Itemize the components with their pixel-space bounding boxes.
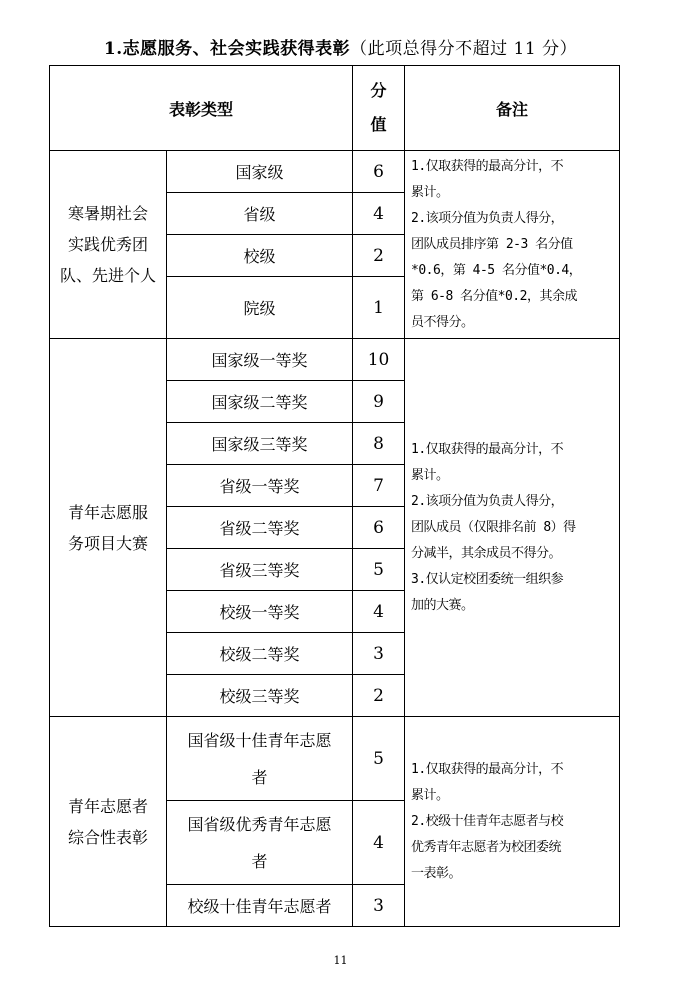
score-cell: 4 xyxy=(353,591,405,633)
remark-line: 累计。 xyxy=(411,467,449,483)
score-cell: 2 xyxy=(353,235,405,277)
score-cell: 5 xyxy=(353,549,405,591)
score-cell: 2 xyxy=(353,675,405,717)
category-line: 实践优秀团 xyxy=(67,235,148,254)
remark-line: 2.校级十佳青年志愿者与校 xyxy=(411,813,564,829)
table-row xyxy=(50,339,620,381)
award-cell: 校级三等奖 xyxy=(167,675,353,717)
remark-line: 2.该项分值为负责人得分， xyxy=(411,210,564,226)
category-cell xyxy=(50,717,167,927)
category-line: 青年志愿者 xyxy=(67,796,148,816)
award-cell xyxy=(167,801,353,885)
remark-line: 员不得分。 xyxy=(411,314,474,330)
section-title-main: 1.志愿服务、社会实践获得表彰 xyxy=(103,39,351,59)
award-cell: 国家级三等奖 xyxy=(167,423,353,465)
page-number: 11 xyxy=(333,954,348,967)
header-remark: 备注 xyxy=(405,66,620,151)
score-cell: 6 xyxy=(353,151,405,193)
remark-line: 团队成员（仅限排名前 8）得 xyxy=(411,519,576,535)
score-cell: 5 xyxy=(353,717,405,801)
category-line: 务项目大赛 xyxy=(67,533,148,553)
header-type: 表彰类型 xyxy=(50,66,353,151)
remark-line: *0.6，第 4-5 名分值*0.4， xyxy=(411,262,582,278)
header-score-line2: 值 xyxy=(370,115,387,134)
remark-line: 1.仅取获得的最高分计，不 xyxy=(411,761,564,777)
score-cell: 1 xyxy=(353,277,405,339)
award-cell: 省级 xyxy=(167,193,353,235)
award-line: 者 xyxy=(251,767,268,787)
score-cell: 7 xyxy=(353,465,405,507)
table-row xyxy=(50,151,620,193)
category-line: 寒暑期社会 xyxy=(67,204,148,223)
remark-line: 第 6-8 名分值*0.2，其余成 xyxy=(411,288,577,304)
award-cell xyxy=(167,717,353,801)
remark-line: 3.仅认定校团委统一组织参 xyxy=(411,571,564,587)
score-cell: 10 xyxy=(353,339,405,381)
remark-line: 1.仅取获得的最高分计，不 xyxy=(411,158,564,174)
remark-line: 2.该项分值为负责人得分， xyxy=(411,493,564,509)
category-cell xyxy=(50,151,167,339)
remark-line: 1.仅取获得的最高分计，不 xyxy=(411,441,564,457)
award-cell: 校级十佳青年志愿者 xyxy=(167,885,353,927)
score-cell: 6 xyxy=(353,507,405,549)
remark-line: 累计。 xyxy=(411,184,449,200)
remark-line: 加的大赛。 xyxy=(411,597,474,613)
remark-line: 一表彰。 xyxy=(411,865,462,881)
award-cell: 院级 xyxy=(167,277,353,339)
category-cell xyxy=(50,339,167,717)
remark-line: 分减半，其余成员不得分。 xyxy=(411,545,562,561)
award-cell: 省级一等奖 xyxy=(167,465,353,507)
remark-cell xyxy=(405,151,620,339)
score-cell: 4 xyxy=(353,193,405,235)
category-line: 青年志愿服 xyxy=(67,502,148,522)
award-cell: 国家级一等奖 xyxy=(167,339,353,381)
remark-cell xyxy=(405,339,620,717)
remark-line: 累计。 xyxy=(411,787,449,803)
score-cell: 3 xyxy=(353,885,405,927)
section-title xyxy=(0,34,681,59)
award-cell: 国家级 xyxy=(167,151,353,193)
section-title-note: （此项总得分不超过 11 分） xyxy=(350,39,578,59)
table-row xyxy=(50,717,620,801)
award-line: 国省级优秀青年志愿 xyxy=(187,814,332,834)
category-line: 综合性表彰 xyxy=(67,827,148,847)
award-line: 国省级十佳青年志愿 xyxy=(187,730,332,750)
award-cell: 省级三等奖 xyxy=(167,549,353,591)
score-cell: 8 xyxy=(353,423,405,465)
remark-line: 优秀青年志愿者为校团委统 xyxy=(411,839,562,855)
score-cell: 3 xyxy=(353,633,405,675)
award-line: 者 xyxy=(251,851,268,871)
category-line: 队、先进个人 xyxy=(59,266,156,285)
award-cell: 省级二等奖 xyxy=(167,507,353,549)
remark-cell xyxy=(405,717,620,927)
award-cell: 国家级二等奖 xyxy=(167,381,353,423)
remark-line: 团队成员排序第 2-3 名分值 xyxy=(411,236,573,252)
award-cell: 校级二等奖 xyxy=(167,633,353,675)
header-score-line1: 分 xyxy=(370,81,387,100)
score-cell: 4 xyxy=(353,801,405,885)
header-score xyxy=(353,66,405,151)
award-table xyxy=(49,65,620,927)
score-cell: 9 xyxy=(353,381,405,423)
table-header-row xyxy=(50,66,620,151)
award-cell: 校级一等奖 xyxy=(167,591,353,633)
award-cell: 校级 xyxy=(167,235,353,277)
